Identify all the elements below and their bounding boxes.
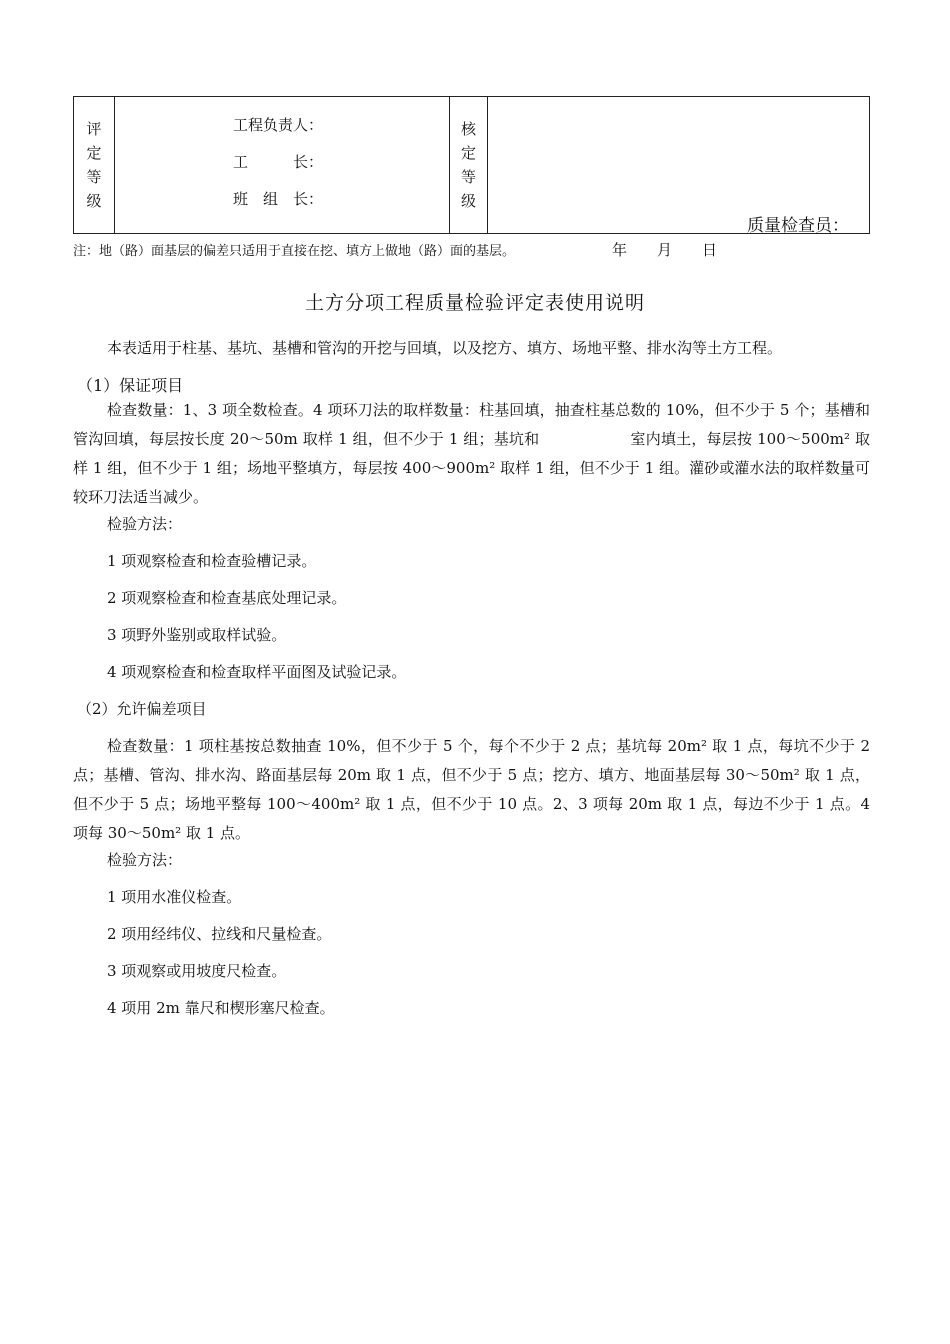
section2-method-item: 4 项用 2m 靠尺和楔形塞尺检查。 xyxy=(107,999,335,1017)
project-leader-label: 工程负责人： xyxy=(233,116,324,134)
verify-grade-label: 核定等级 xyxy=(460,120,476,210)
table-note: 注：地（路）面基层的偏差只适用于直接在挖、填方上做地（路）面的基层。 xyxy=(73,244,516,259)
eval-grade-cell xyxy=(74,97,114,233)
document-title: 土方分项工程质量检验评定表使用说明 xyxy=(304,292,645,314)
section1-method-item: 4 项观察检查和检查取样平面图及试验记录。 xyxy=(107,663,407,681)
verify-grade-cell xyxy=(450,97,487,233)
quality-inspector-label: 质量检查员： xyxy=(747,216,849,236)
date-line: 年 月 日 xyxy=(612,241,718,259)
section2-method-item: 3 项观察或用坡度尺检查。 xyxy=(107,962,287,980)
section1-quantity-paragraph: 检查数量：1、3 项全数检查。4 项环刀法的取样数量：柱基回填，抽查柱基总数的 10%，但不少于 5 个；基槽和管沟回填，每层按长度 20～50m 取样 1 组，但不少于 1 组；基坑和 室内填土，每层按 100～500m² 取样 1 组，但不少于 1 组；场地平整填方，每层按 400～900m² 取样 1 组，但不少于 1 组。灌砂或灌水法的取样数量可较环刀法适当减少。 xyxy=(73,401,870,506)
section1-method-item: 3 项野外鉴别或取样试验。 xyxy=(107,626,287,644)
intro-paragraph: 本表适用于柱基、基坑、基槽和管沟的开挖与回填，以及挖方、填方、场地平整、排水沟等土方工程。 xyxy=(107,339,783,357)
team-leader-label: 班 组 长： xyxy=(233,190,324,208)
section1-method-label: 检验方法： xyxy=(107,515,183,533)
section2-heading: （2）允许偏差项目 xyxy=(77,700,207,718)
section1-method-item: 2 项观察检查和检查基底处理记录。 xyxy=(107,589,347,607)
grade-table xyxy=(73,96,870,234)
table-divider xyxy=(487,97,488,233)
section1-heading: （1）保证项目 xyxy=(77,376,184,395)
section2-quantity-paragraph: 检查数量：1 项柱基按总数抽查 10%，但不少于 5 个，每个不少于 2 点；基坑每 20m² 取 1 点，每坑不少于 2 点；基槽、管沟、排水沟、路面基层每 20m 取 1 点，但不少于 5 点；挖方、填方、地面基层每 30～50m² 取 1 点，但不少于 5 点；场地平整每 100～400m² 取 1 点，但不少于 10 点。2、3 项每 20m 取 1 点，每边不少于 1 点。4 项每 30～50m² 取 1 点。 xyxy=(73,737,870,842)
section2-method-item: 1 项用水准仪检查。 xyxy=(107,888,242,906)
section2-method-label: 检验方法： xyxy=(107,851,183,869)
section2-method-item: 2 项用经纬仪、拉线和尺量检查。 xyxy=(107,925,332,943)
foreman-label: 工 长： xyxy=(233,153,324,171)
eval-grade-label: 评定等级 xyxy=(86,120,102,210)
section1-method-item: 1 项观察检查和检查验槽记录。 xyxy=(107,552,317,570)
table-divider xyxy=(114,97,115,233)
